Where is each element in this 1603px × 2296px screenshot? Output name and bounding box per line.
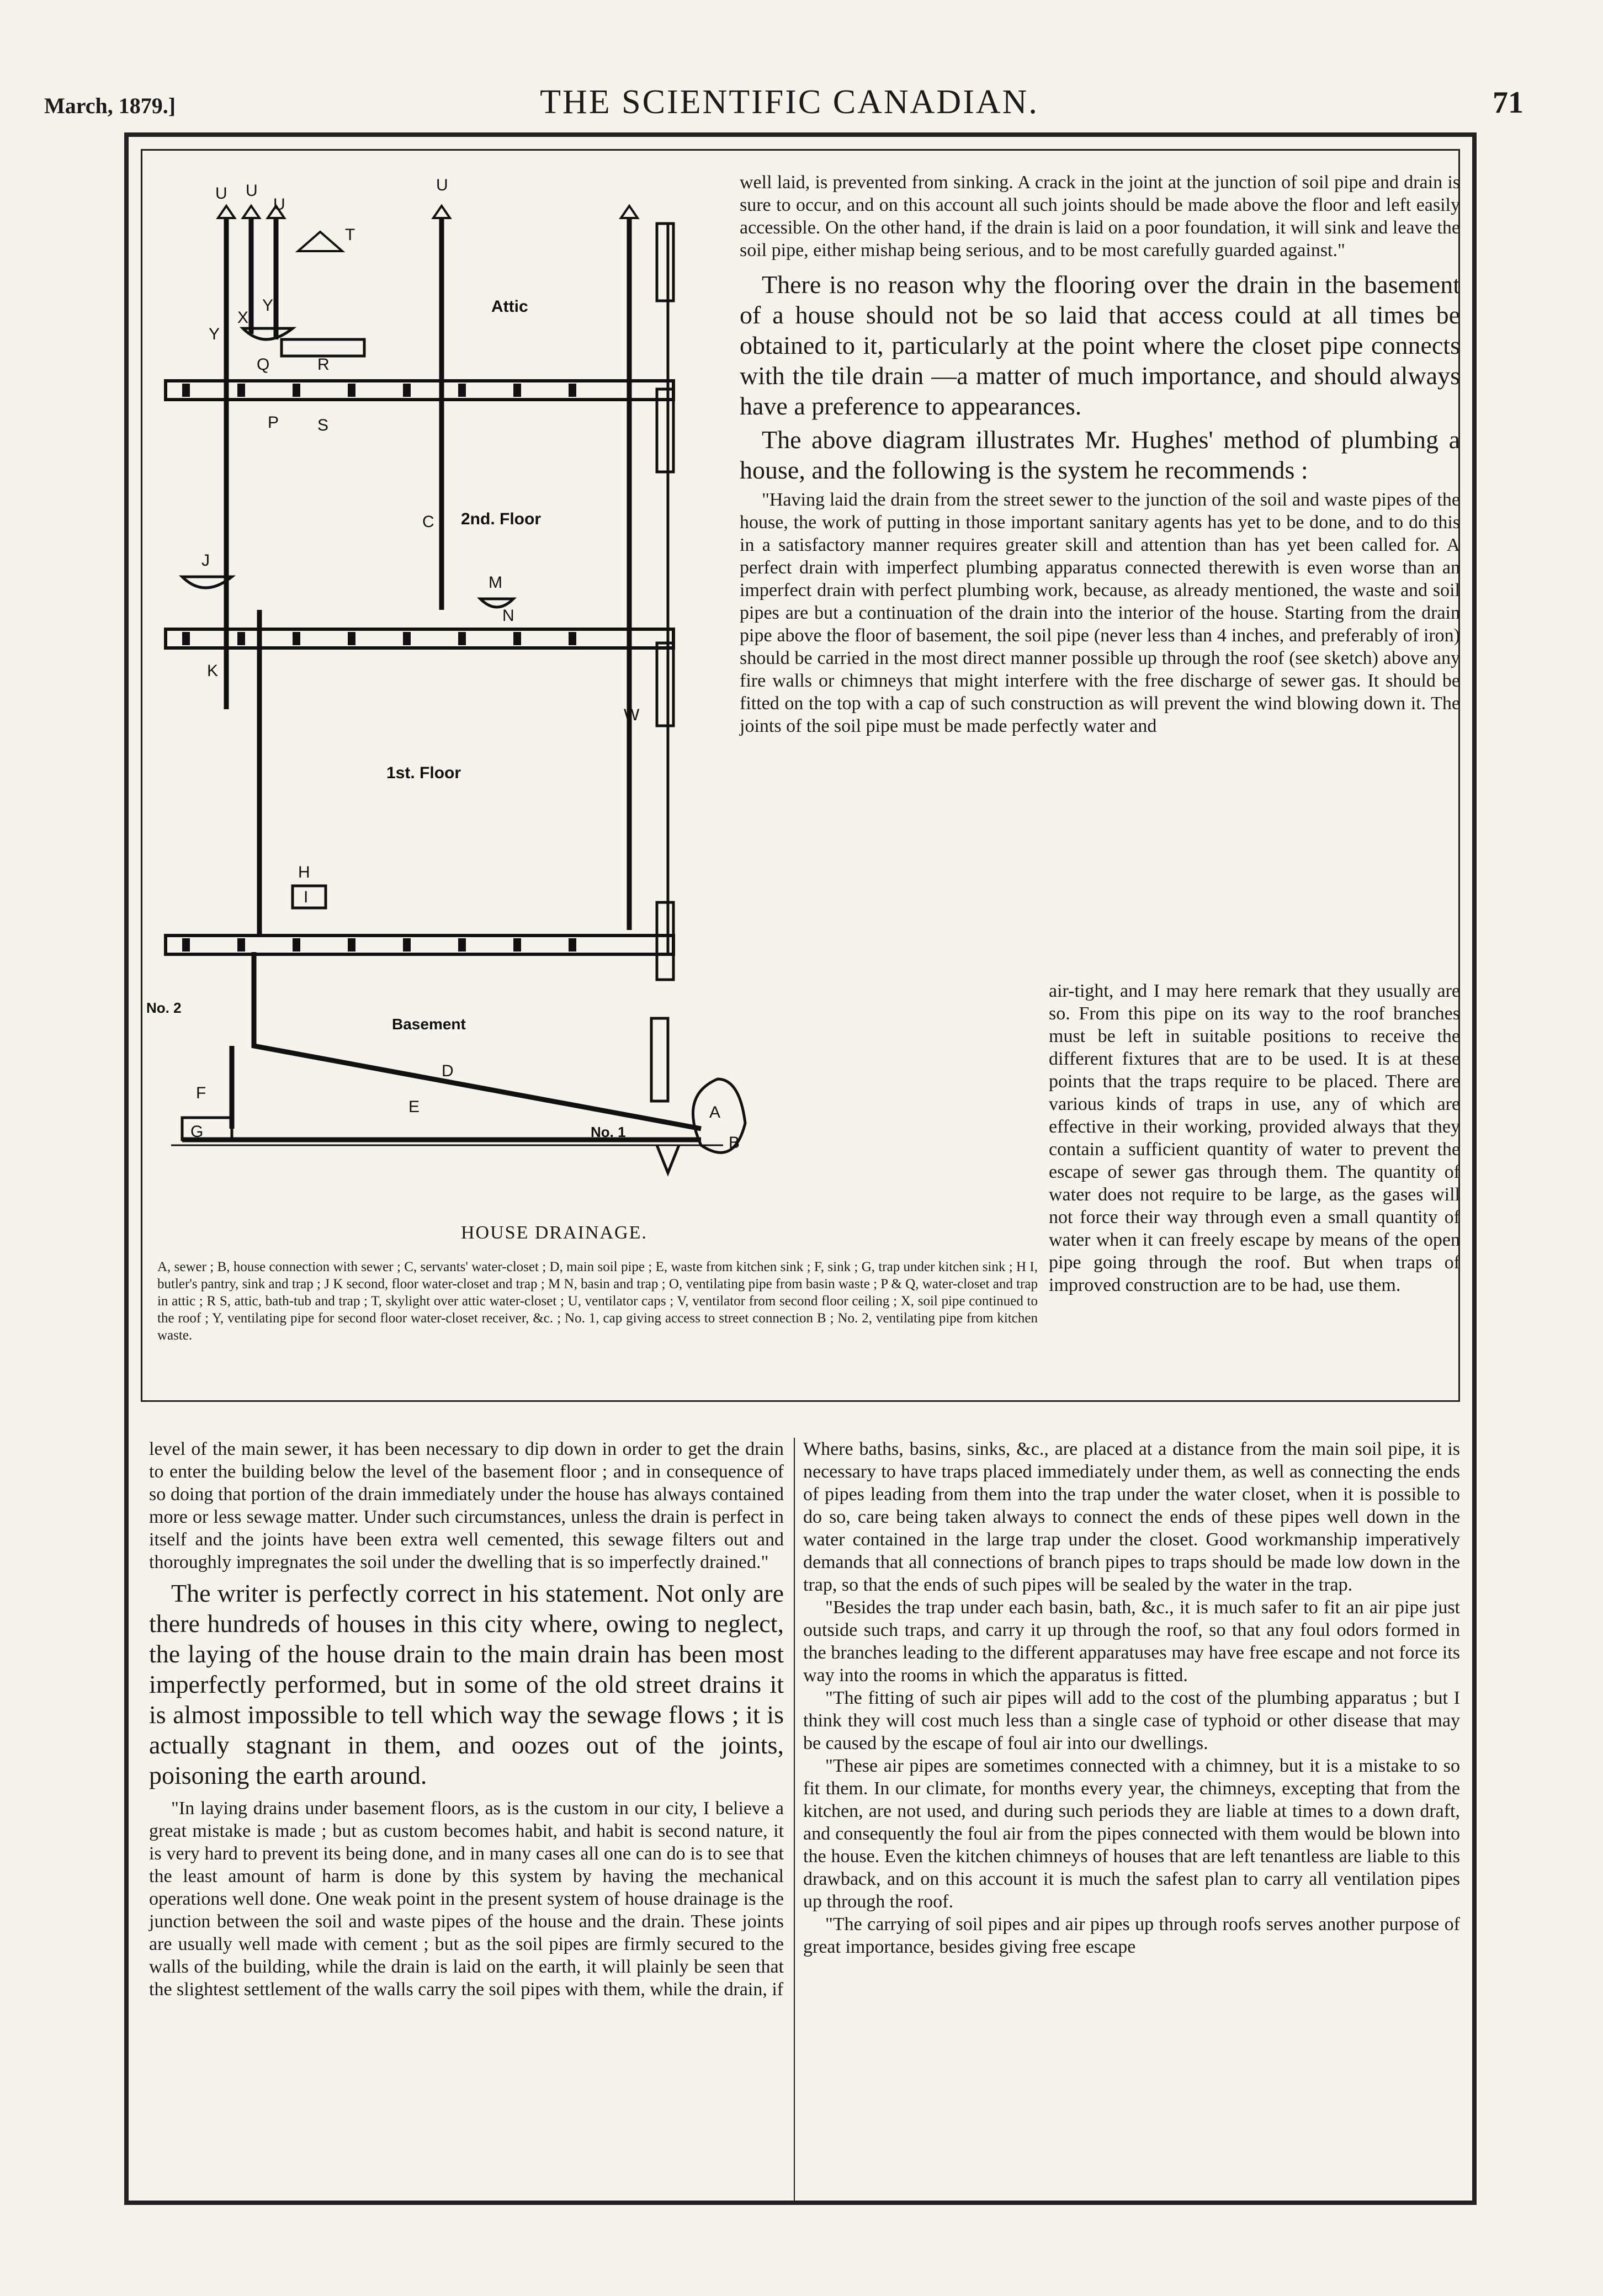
floor-joists (166, 381, 673, 954)
letter-s: S (317, 416, 329, 434)
letter-x: X (237, 309, 249, 327)
paragraph: "The fitting of such air pipes will add to the cost of the plumbing apparatus ; but I think they will cost much less than a single case of typhoid or other disease that may be caused by the escape of foul air into our dwellings. (803, 1688, 1460, 1753)
walls (651, 224, 673, 1101)
letter-d: D (442, 1062, 454, 1080)
letter-j: J (201, 551, 210, 570)
right-column-narrow (1049, 980, 1460, 1296)
letter-w: W (624, 706, 640, 724)
letter-b: B (729, 1134, 740, 1152)
letter-y1: Y (209, 325, 220, 343)
paragraph: The above diagram illustrates Mr. Hughes' method of plumbing a house, and the following is the system he recommends : (740, 426, 1460, 484)
paragraph: "The carrying of soil pipes and air pipes up through roofs serves another purpose of great importance, besides giving free escape (803, 1914, 1460, 1957)
letter-q: Q (257, 355, 270, 374)
label-attic: Attic (491, 297, 528, 316)
bottom-left-column (149, 1438, 784, 2001)
paragraph: level of the main sewer, it has been necessary to dip down in order to get the drain to enter the building below the level of the basement floor ; and in consequence of so doing that portion of the drain immediately under the house has always contained more or less sewage matter. Under such circumstances, unless the drain is perfect in itself and the joints have been extra well cemented, this sewage filters out and thoroughly impregnates the soil under the dwelling that is so imperfectly drained." (149, 1439, 784, 1572)
joist-blocks (182, 384, 576, 952)
page-number: 71 (1493, 86, 1524, 120)
paragraph: "Having laid the drain from the street sewer to the junction of the soil and waste pipes of the house, the work of putting in those important sanitary agents has yet to be done, and to do this in a satisfactory manner requires greater skill and attention than has yet been called for. A perfect drain with imperfect plumbing apparatus connected therewith is even worse than an imperfect drain with perfect plumbing work, because, as already mentioned, the waste and soil pipes are but a continuation of the drain into the interior of the house. Starting from the drain pipe above the floor of basement, the soil pipe (never less than 4 inches, and preferably of iron) should be carried in the most direct manner possible up through the roof (see sketch) above any fire walls or chimneys that might interfere with the free discharge of sewer gas. It should be fitted on the top with a cap of such construction as will prevent the wind blowing down it. The joints of the soil pipe must be made perfectly water and (740, 490, 1460, 736)
letter-g: G (190, 1123, 204, 1141)
figure-legend: A, sewer ; B, house connection with sewer ; C, servants' water-closet ; D, main soil pipe ; E, waste from kitchen sink ; F, sink ; G, trap under kitchen sink ; H I, butler's pantry, sink and trap ; J K second, floor water-closet and trap ; M N, basin and trap ; O, ventilating pipe from basin waste ; P & Q, water-closet and trap in attic ; R S, attic, bath-tub and trap ; T, skylight over attic water-closet ; U, ventilator caps ; V, ventilator from second floor ceiling ; X, soil pipe continued to the roof ; Y, ventilating pipe for second floor water-closet receiver, &c. ; No. 1, cap giving access to street connection B ; No. 2, ventilating pipe from kitchen waste. (157, 1259, 1038, 1343)
right-column-top (740, 171, 1460, 737)
letter-n: N (502, 607, 514, 625)
paragraph: The writer is perfectly correct in his statement. Not only are there hundreds of houses in this city where, owing to neglect, the laying of the house drain to the main drain has been most imperfectly performed, but in some of the old street drains it is almost impossible to tell which way the sewage flows ; it is actually stagnant in them, and oozes out of the joints, poisoning the earth around. (149, 1579, 784, 1789)
label-no2: No. 2 (146, 1000, 182, 1016)
label-second-floor: 2nd. Floor (461, 510, 541, 528)
paragraph: well laid, is prevented from sinking. A crack in the joint at the junction of soil pipe and drain is sure to occur, and on this account all such joints should be made above the floor and left easily accessible. On the other hand, if the drain is laid on a poor foundation, it will sink and leave the soil pipe, either mishap being serious, and to be most carefully guarded against." (740, 172, 1460, 261)
paragraph: There is no reason why the flooring over the drain in the basement of a house should not be so laid that access could at all times be obtained to it, particularly at the point where the closet pipe connects with the tile drain —a matter of much importance, and should always have a preference to appearances. (740, 270, 1460, 420)
letter-u2: U (246, 182, 258, 200)
letter-u1: U (215, 184, 227, 203)
letter-p: P (268, 413, 279, 432)
letter-i: I (304, 888, 309, 906)
page-header (33, 77, 1546, 127)
figure-title: HOUSE DRAINAGE. (461, 1223, 647, 1243)
paragraph: "In laying drains under basement floors, as is the custom in our city, I believe a great mistake is made ; but as custom becomes habit, and habit is second nature, it is very hard to prevent its being done, and in many cases all one can do is to see that the least amount of harm is done by this system by having the mechanical operations well done. One weak point in the present system of house drainage is the junction between the soil and waste pipes of the house and the drain. These joints are usually well made with cement ; but as the soil pipes are firmly secured to the walls of the building, while the drain is laid on the earth, it will plainly be seen that the slightest settlement of the walls carry the soil pipes with them, while the drain, if (149, 1798, 784, 2000)
letter-t: T (345, 226, 355, 244)
pipes (182, 212, 701, 1140)
letter-r: R (317, 355, 330, 374)
letter-f: F (196, 1084, 206, 1102)
paragraph: Where baths, basins, sinks, &c., are placed at a distance from the main soil pipe, it is necessary to have traps placed immediately under them, as well as connecting the ends of pipes leading from them into the trap under the water closet, when it is possible to do so, care being taken always to connect the ends of these pipes well down in the water contained in the large trap under the closet. Good workmanship imperatively demands that all connections of branch pipes to traps should be made low down in the trap, so that the ends of such pipes will be sealed by the water in the trap. (803, 1439, 1460, 1595)
letter-c: C (422, 513, 434, 531)
floor-labels (146, 297, 626, 1140)
label-basement: Basement (392, 1016, 466, 1033)
letter-u3: U (273, 195, 285, 214)
letter-h: H (298, 863, 310, 881)
letter-m: M (489, 573, 502, 592)
paragraph: "Besides the trap under each basin, bath, &c., it is much safer to fit an air pipe just outside such traps, and carry it up through the roof, so that any foul odors formed in the branches leading to the different apparatuses may have free escape and not force its way into the rooms in which the apparatus is fitted. (803, 1597, 1460, 1686)
letter-e: E (408, 1098, 420, 1116)
letter-u4: U (436, 176, 448, 194)
bottom-right-column (803, 1438, 1460, 1958)
label-no1: No. 1 (591, 1124, 626, 1140)
label-first-floor: 1st. Floor (386, 764, 461, 782)
letter-y2: Y (262, 296, 274, 315)
column-rule (794, 1438, 795, 2202)
letter-a: A (709, 1103, 721, 1122)
paragraph: air-tight, and I may here remark that they usually are so. From this pipe on its way to the roof branches must be left in suitable positions to receive the different fixtures that are to be used. It is at these points that the traps require to be placed. There are various kinds of traps in use, any of which are effective in their working, provided always that they contain a sufficient quantity of water to prevent the escape of sewer gas through them. The quantity of water does not require to be large, as the gases will not force their way through even a small quantity of water when it can freely escape by means of the open pipe going through the roof. But when traps of improved construction are to be had, use them. (1049, 981, 1460, 1295)
issue-date: March, 1879.] (44, 93, 176, 118)
paragraph: "These air pipes are sometimes connected with a chimney, but it is a mistake to so fit them. In our climate, for months every year, the chimneys, excepting that from the kitchen, are not used, and during such periods they are liable at times to a down draft, and consequently the foul air from the pipes connected with them would be blown into the house. Even the kitchen chimneys of houses that are left tenantless are liable to this drawback, and on this account it is much the safest plan to carry all ventilation pipes up through the roof. (803, 1756, 1460, 1912)
journal-title: THE SCIENTIFIC CANADIAN. (540, 83, 1039, 121)
house-drainage-diagram (146, 157, 740, 1206)
letter-k: K (207, 662, 219, 680)
diagram-svg (146, 157, 740, 1206)
